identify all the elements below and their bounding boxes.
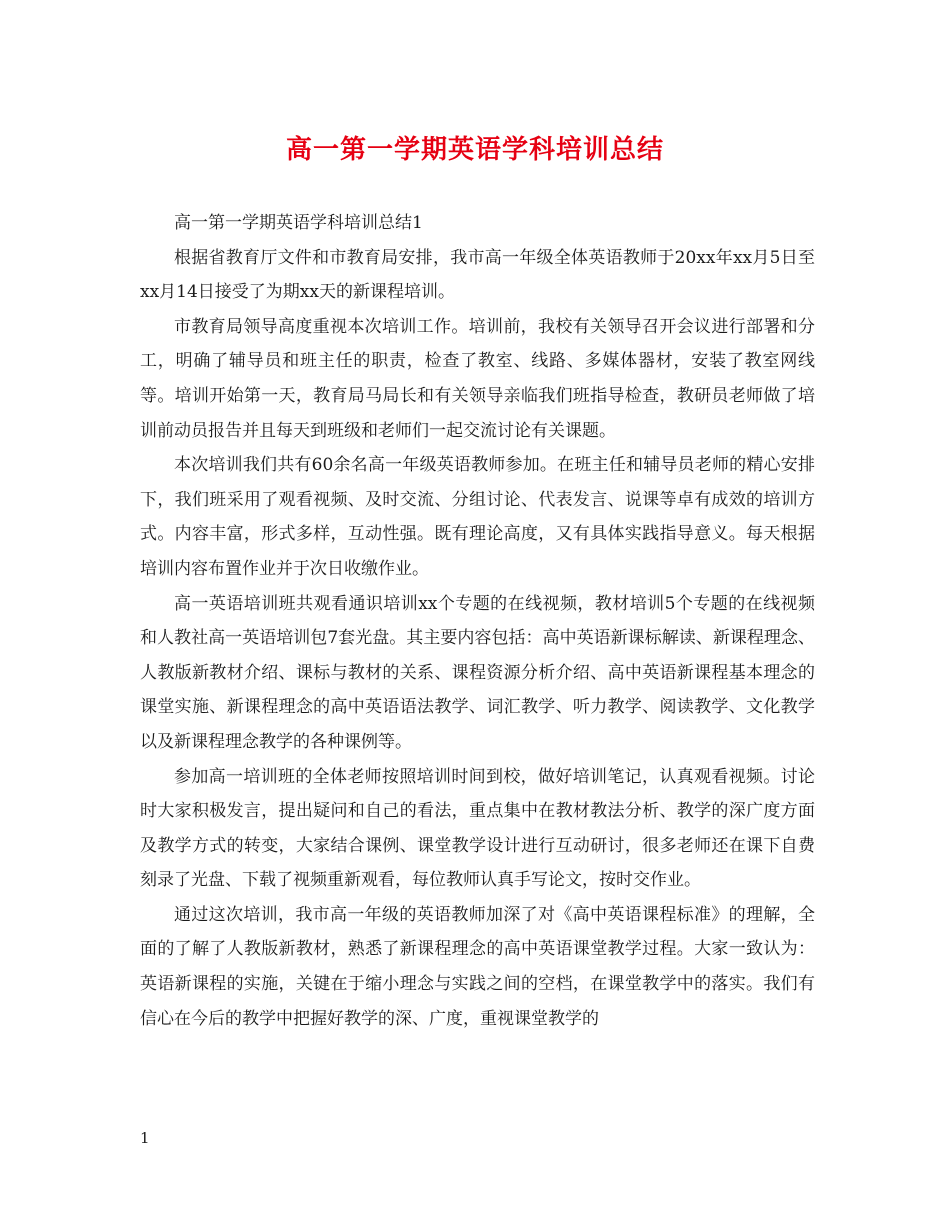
paragraph-6: 通过这次培训，我市高一年级的英语教师加深了对《高中英语课程标准》的理解，全面的了解了人教版新教材，熟悉了新课程理念的高中英语课堂教学过程。大家一致认为：英语新课程的实施，关键在于缩小理念与实践之间的空档，在课堂教学中的落实。我们有信心在今后的教学中把握好教学的深、广度，重视课堂教学的 (140, 904, 815, 1029)
paragraph-2: 市教育局领导高度重视本次培训工作。培训前，我校有关领导召开会议进行部署和分工，明确了辅导员和班主任的职责，检查了教室、线路、多媒体器材，安装了教室网线等。培训开始第一天，教育局马局长和有关领导亲临我们班指导检查，教研员老师做了培训前动员报告并且每天到班级和老师们一起交流讨论有关课题。 (140, 316, 815, 441)
paragraph-3: 本次培训我们共有60余名高一年级英语教师参加。在班主任和辅导员老师的精心安排下，我们班采用了观看视频、及时交流、分组讨论、代表发言、说课等卓有成效的培训方式。内容丰富，形式多样，互动性强。既有理论高度，又有具体实践指导意义。每天根据培训内容布置作业并于次日收缴作业。 (140, 455, 815, 579)
paragraph-subtitle: 高一第一学期英语学科培训总结1 (174, 213, 423, 233)
paragraph-5: 参加高一培训班的全体老师按照培训时间到校，做好培训笔记，认真观看视频。讨论时大家积极发言，提出疑问和自己的看法，重点集中在教材教法分析、教学的深广度方面及教学方式的转变，大家结合课例、课堂教学设计进行互动研讨，很多老师还在课下自费刻录了光盘、下载了视频重新观看，每位教师认真手写论文，按时交作业。 (140, 766, 815, 891)
paragraph-1: 根据省教育厅文件和市教育局安排，我市高一年级全体英语教师于20xx年xx月5日至xx月14日接受了为期xx天的新课程培训。 (140, 247, 815, 303)
paragraph-4: 高一英语培训班共观看通识培训xx个专题的在线视频，教材培训5个专题的在线视频和人教社高一英语培训包7套光盘。其主要内容包括：高中英语新课标解读、新课程理念、人教版新教材介绍、课标与教材的关系、课程资源分析介绍、高中英语新课程基本理念的课堂实施、新课程理念的高中英语语法教学、词汇教学、听力教学、阅读教学、文化教学以及新课程理念教学的各种课例等。 (140, 593, 815, 752)
document-title: 高一第一学期英语学科培训总结 (285, 135, 664, 165)
page-number: 1 (140, 1129, 150, 1147)
document-body (140, 206, 815, 1036)
